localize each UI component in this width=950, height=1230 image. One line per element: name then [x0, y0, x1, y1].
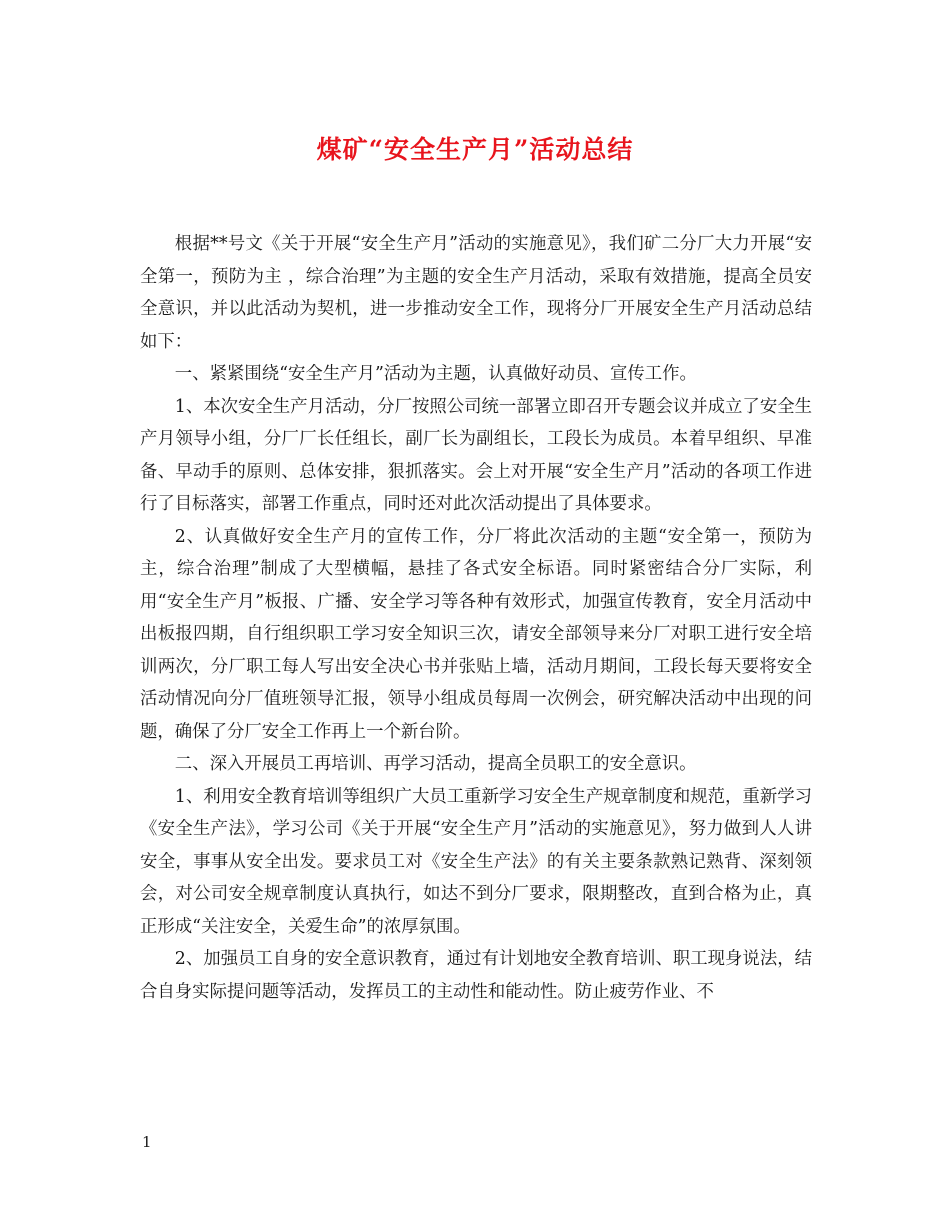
section-heading-1: 一、紧紧围绕“安全生产月”活动为主题，认真做好动员、宣传工作。 — [174, 364, 697, 384]
paragraph-1-1: 1、本次安全生产月活动，分厂按照公司统一部署立即召开专题会议并成立了安全生产月领导小组，分厂厂长任组长，副厂长为副组长，工段长为成员。本着早组织、早准备、早动手的原则、总体安排，狠抓落实。会上对开展“安全生产月”活动的各项工作进行了目标落实，部署工作重点，同时还对此次活动提出了具体要求。 — [140, 396, 812, 514]
page-number: 1 — [142, 1133, 152, 1151]
paragraph-intro: 根据**号文《关于开展“安全生产月”活动的实施意见》，我们矿二分厂大力开展“安全第一，预防为主 ，综合治理”为主题的安全生产月活动，采取有效措施，提高全员安全意识，并以此活动为契机，进一步推动安全工作，现将分厂开展安全生产月活动总结如下： — [140, 234, 812, 352]
paragraph-2-2: 2、加强员工自身的安全意识教育，通过有计划地安全教育培训、职工现身说法，结合自身实际提问题等活动，发挥员工的主动性和能动性。防止疲劳作业、不 — [140, 949, 812, 1002]
paragraph-1-2: 2、认真做好安全生产月的宣传工作，分厂将此次活动的主题“安全第一，预防为主，综合治理”制成了大型横幅，悬挂了各式安全标语。同时紧密结合分厂实际，利用“安全生产月”板报、广播、安全学习等各种有效形式，加强宣传教育，安全月活动中出板报四期，自行组织职工学习安全知识三次，请安全部领导来分厂对职工进行安全培训两次，分厂职工每人写出安全决心书并张贴上墙，活动月期间，工段长每天要将安全活动情况向分厂值班领导汇报，领导小组成员每周一次例会，研究解决活动中出现的问题，确保了分厂安全工作再上一个新台阶。 — [140, 526, 812, 742]
paragraph-2-1: 1、利用安全教育培训等组织广大员工重新学习安全生产规章制度和规范，重新学习《安全生产法》，学习公司《关于开展“安全生产月”活动的实施意见》，努力做到人人讲安全，事事从安全出发。要求员工对《安全生产法》的有关主要条款熟记熟背、深刻领会，对公司安全规章制度认真执行，如达不到分厂要求，限期整改，直到合格为止，真正形成“关注安全，关爱生命”的浓厚氛围。 — [140, 786, 812, 937]
section-heading-2: 二、深入开展员工再培训、再学习活动，提高全员职工的安全意识。 — [174, 754, 697, 774]
document-title: 煤矿“安全生产月”活动总结 — [316, 135, 634, 164]
document-body — [140, 228, 812, 1008]
